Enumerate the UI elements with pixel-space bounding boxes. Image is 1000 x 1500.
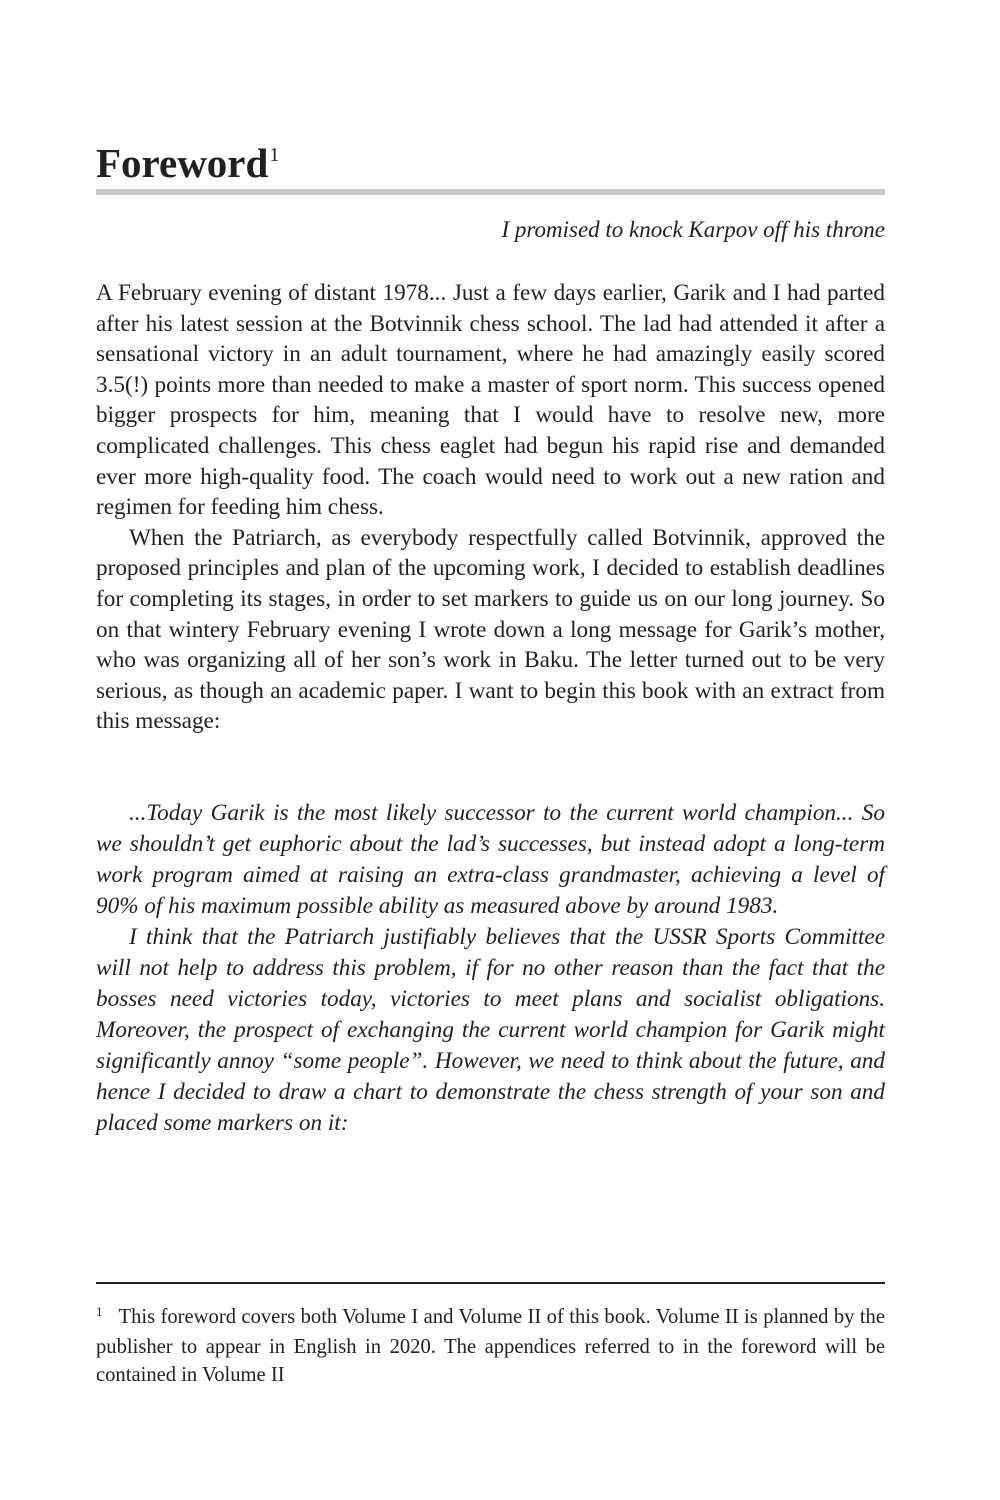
footnote-marker: 1 — [96, 1304, 103, 1319]
heading-divider — [96, 189, 885, 195]
paragraph: A February evening of distant 1978... Just a few days earlier, Garik and I had parted after his latest session at the Botvinnik chess school. The lad had attended it after a sensational victory in an adult tournament, where he had amazingly easily scored 3.5(!) points more than needed to make a master of sport norm. This success opened bigger prospects for him, meaning that I would have to resolve new, more complicated challenges. This chess eaglet had begun his rapid rise and demanded ever more high-quality food. The coach would need to work out a new ration and regimen for feeding him chess. — [96, 280, 885, 521]
footnote — [96, 1303, 885, 1389]
book-page — [96, 0, 885, 1500]
footnote-divider — [96, 1282, 885, 1284]
quote-paragraph: ...Today Garik is the most likely successor to the current world champion... So we shouldn’t get euphoric about the lad’s successes, but instead adopt a long-term work program aimed at raising an extra-class grandmaster, achieving a level of 90% of his maximum possible ability as measured above by around 1983. — [96, 800, 885, 919]
body-text — [96, 278, 885, 737]
quoted-letter — [96, 798, 885, 1139]
footnote-text: This foreword covers both Volume I and Volume II of this book. Volume II is planned by the publisher to appear in English in 2020. The appendices referred to in the foreword will be contained in Volume II — [96, 1306, 885, 1386]
footnote-reference: 1 — [269, 144, 280, 166]
paragraph: When the Patriarch, as everybody respectfully called Botvinnik, approved the proposed principles and plan of the upcoming work, I decided to establish deadlines for completing its stages, in order to set markers to guide us on our long journey. So on that wintery February evening I wrote down a long message for Garik’s mother, who was organizing all of her son’s work in Baku. The letter turned out to be very serious, as though an academic paper. I want to begin this book with an extract from this message: — [96, 524, 885, 735]
epigraph: I promised to knock Karpov off his throne — [501, 217, 885, 242]
quote-paragraph: I think that the Patriarch justifiably believes that the USSR Sports Committee will not help to address this problem, if for no other reason than the fact that the bosses need victories today, victories to meet plans and socialist obligations. Moreover, the prospect of exchanging the current world champion for Garik might significantly annoy “some people”. However, we need to think about the future, and hence I decided to draw a chart to demonstrate the chess strength of your son and placed some markers on it: — [96, 924, 885, 1136]
chapter-heading — [96, 139, 279, 195]
chapter-title: Foreword — [96, 140, 269, 186]
